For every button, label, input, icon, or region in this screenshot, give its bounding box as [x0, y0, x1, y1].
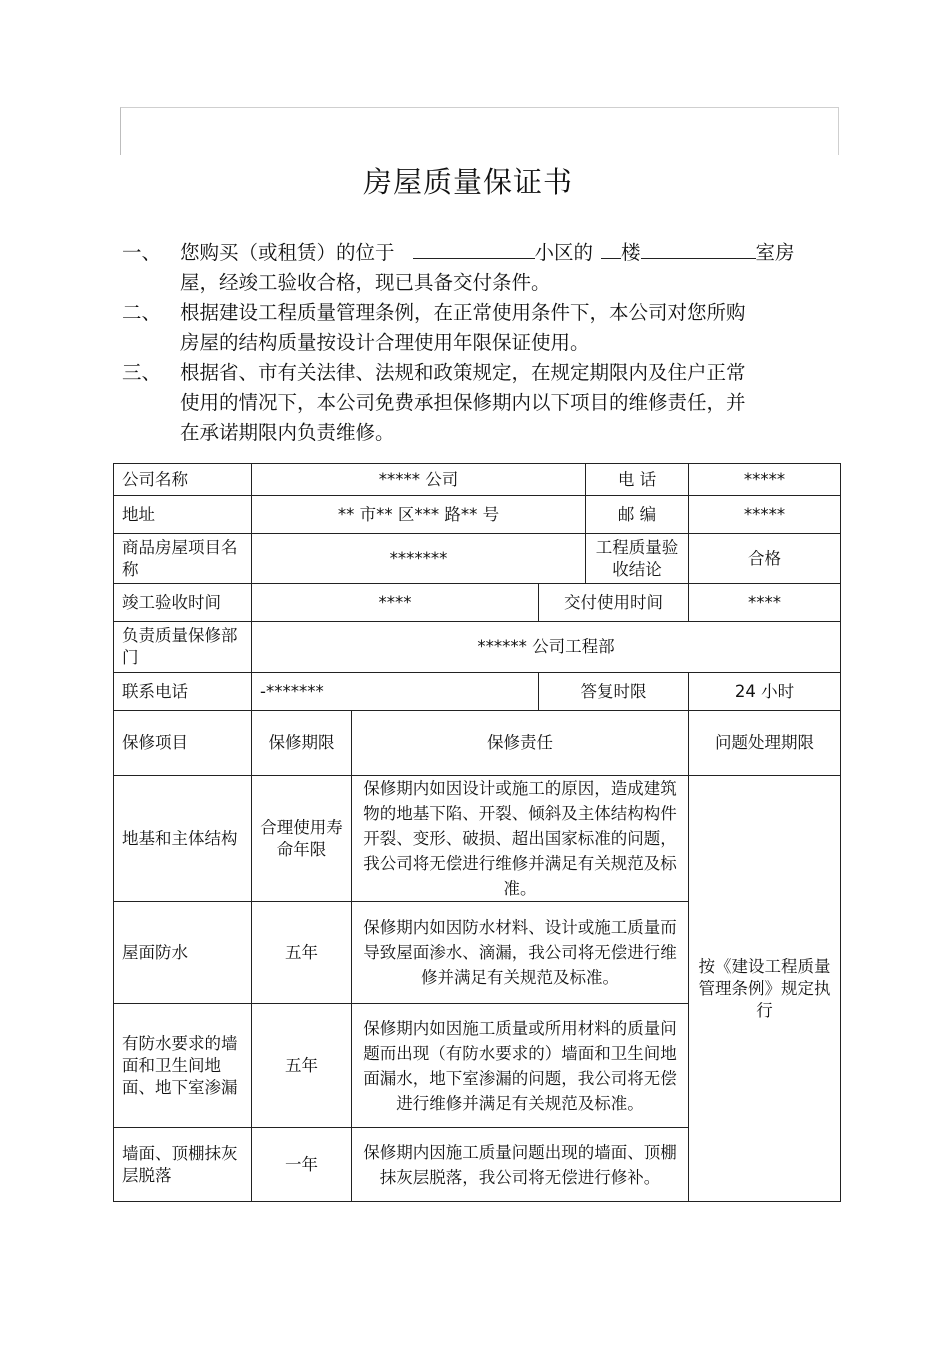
- table-row: [114, 776, 841, 902]
- header-frame: [120, 107, 839, 155]
- page-title: 房屋质量保证书: [362, 165, 573, 199]
- clause-2: [122, 298, 842, 358]
- phone-label: 电 话: [586, 464, 689, 496]
- postcode-label: 邮 编: [586, 496, 689, 534]
- address-label: 地址: [114, 496, 252, 534]
- blank-community: [413, 238, 535, 259]
- clause-line: 在承诺期限内负责维修。: [180, 421, 395, 444]
- reply-value: 24 小时: [689, 673, 841, 711]
- project-value: *******: [252, 534, 586, 584]
- warranty-deadline: 按《建设工程质量管理条例》规定执行: [689, 776, 841, 1202]
- table-row: [114, 622, 841, 673]
- clause-number: 一、: [122, 241, 162, 264]
- table-row: [114, 673, 841, 711]
- clause-text: 室房: [755, 241, 795, 264]
- table-header-row: [114, 711, 841, 776]
- warranty-item: 墙面、顶棚抹灰层脱落: [114, 1128, 252, 1202]
- warranty-duty: 保修期内如因设计或施工的原因，造成建筑物的地基下陷、开裂、倾斜及主体结构构件开裂、变形、破损、超出国家标准的问题，我公司将无偿进行维修并满足有关规范及标准。: [352, 776, 689, 902]
- warranty-item: 屋面防水: [114, 902, 252, 1004]
- company-label: 公司名称: [114, 464, 252, 496]
- table-row: [114, 534, 841, 584]
- clause-text: 小区的: [534, 241, 594, 264]
- clause-body: [180, 298, 842, 358]
- table-row: [114, 464, 841, 496]
- clause-line: 根据省、市有关法律、法规和政策规定，在规定期限内及住户正常: [180, 361, 746, 384]
- delivery-label: 交付使用时间: [539, 584, 689, 622]
- project-label: 商品房屋项目名称: [114, 534, 252, 584]
- header-period: 保修期限: [252, 711, 352, 776]
- blank-room: [641, 238, 756, 259]
- clause-body: [180, 358, 842, 448]
- clause-number: 三、: [122, 361, 162, 384]
- acceptance-label: 工程质量验收结论: [586, 534, 689, 584]
- clause-line: 房屋的结构质量按设计合理使用年限保证使用。: [180, 331, 590, 354]
- delivery-value: ****: [689, 584, 841, 622]
- contact-label: 联系电话: [114, 673, 252, 711]
- clause-line: 根据建设工程质量管理条例，在正常使用条件下，本公司对您所购: [180, 301, 746, 324]
- clause-number: 二、: [122, 301, 162, 324]
- header-item: 保修项目: [114, 711, 252, 776]
- contact-value: -*******: [252, 673, 539, 711]
- clause-line: 屋，经竣工验收合格，现已具备交付条件。: [180, 271, 551, 294]
- clauses: [122, 238, 842, 448]
- table-row: [114, 584, 841, 622]
- acceptance-value: 合格: [689, 534, 841, 584]
- dept-value: ****** 公司工程部: [252, 622, 841, 673]
- clause-text: 您购买（或租赁）的位于: [180, 241, 395, 264]
- clause-body: [180, 238, 842, 298]
- blank-building: [601, 238, 621, 259]
- company-value: ***** 公司: [252, 464, 586, 496]
- clause-text: 楼: [621, 241, 641, 264]
- warranty-duty: 保修期内如因防水材料、设计或施工质量而导致屋面渗水、滴漏，我公司将无偿进行维修并满足有关规范及标准。: [352, 902, 689, 1004]
- clause-line: 使用的情况下，本公司免费承担保修期内以下项目的维修责任，并: [180, 391, 746, 414]
- completion-label: 竣工验收时间: [114, 584, 252, 622]
- table-row: [114, 496, 841, 534]
- warranty-item: 有防水要求的墙面和卫生间地面、地下室渗漏: [114, 1004, 252, 1128]
- dept-label: 负责质量保修部门: [114, 622, 252, 673]
- completion-value: ****: [252, 584, 539, 622]
- reply-label: 答复时限: [539, 673, 689, 711]
- clause-line: [180, 238, 842, 268]
- address-value: ** 市** 区*** 路** 号: [252, 496, 586, 534]
- warranty-item: 地基和主体结构: [114, 776, 252, 902]
- clause-3: [122, 358, 842, 448]
- phone-value: *****: [689, 464, 841, 496]
- postcode-value: *****: [689, 496, 841, 534]
- warranty-duty: 保修期内如因施工质量或所用材料的质量问题而出现（有防水要求的）墙面和卫生间地面漏水，地下室渗漏的问题，我公司将无偿进行维修并满足有关规范及标准。: [352, 1004, 689, 1128]
- warranty-period: 五年: [252, 1004, 352, 1128]
- header-duty: 保修责任: [352, 711, 689, 776]
- clause-1: [122, 238, 842, 298]
- header-deadline: 问题处理期限: [689, 711, 841, 776]
- warranty-table: [113, 463, 841, 1202]
- warranty-period: 合理使用寿命年限: [252, 776, 352, 902]
- warranty-period: 一年: [252, 1128, 352, 1202]
- warranty-duty: 保修期内因施工质量问题出现的墙面、顶棚抹灰层脱落，我公司将无偿进行修补。: [352, 1128, 689, 1202]
- warranty-period: 五年: [252, 902, 352, 1004]
